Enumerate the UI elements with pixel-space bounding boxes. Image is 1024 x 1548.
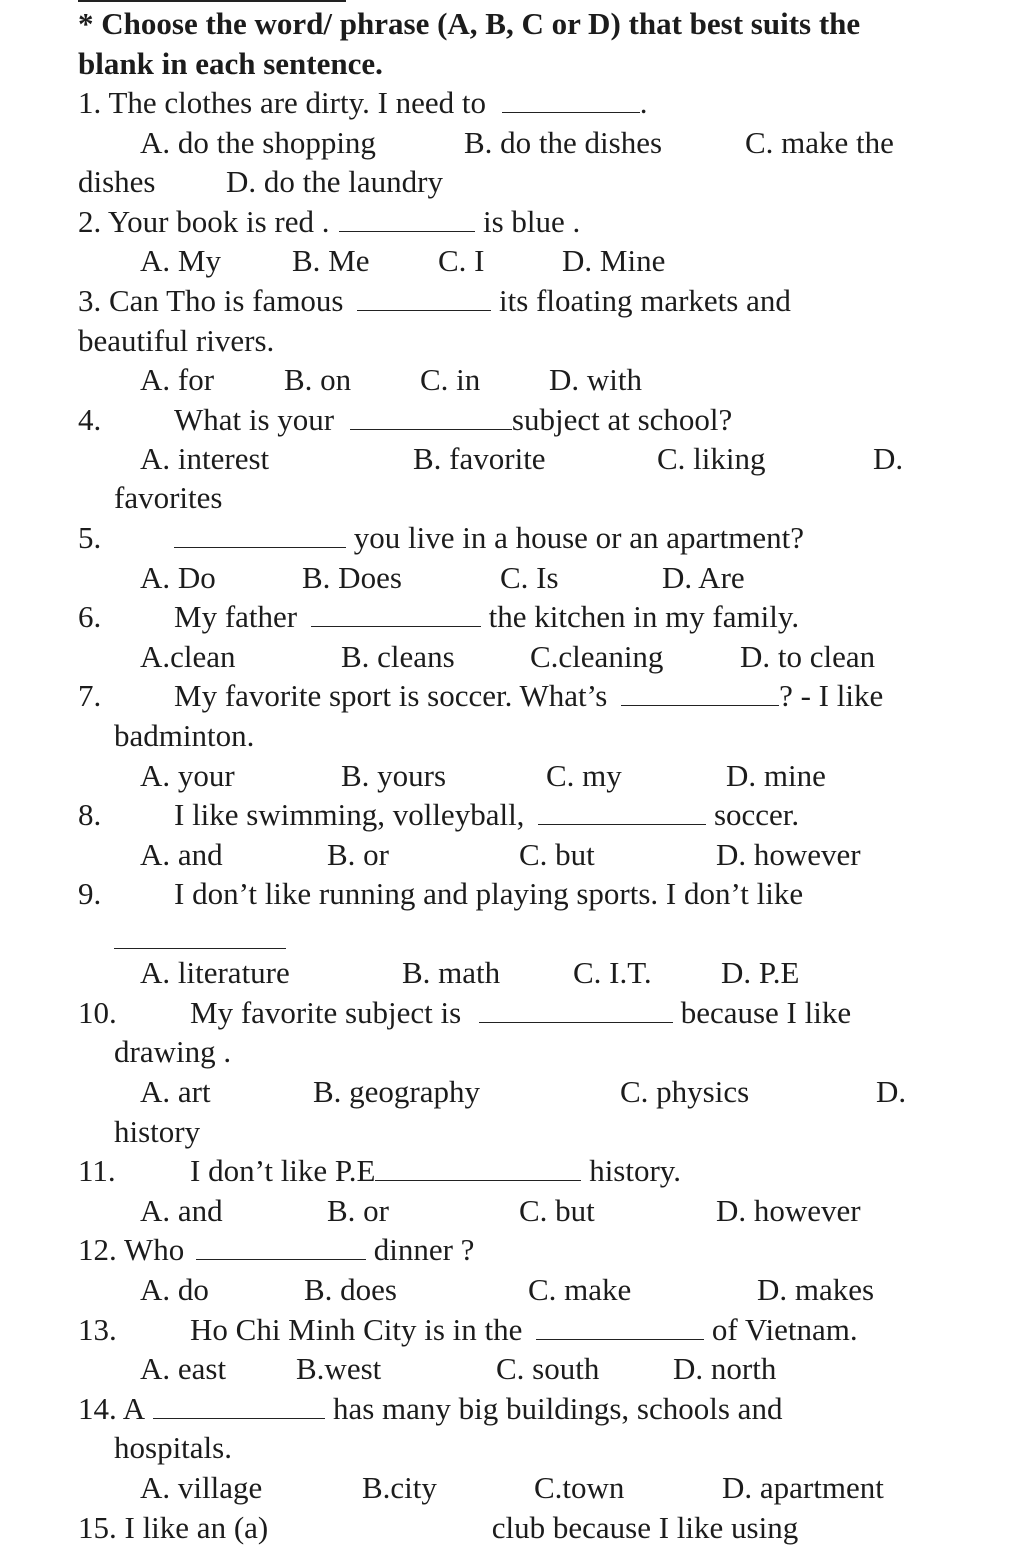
option-b[interactable]: B. math: [402, 955, 501, 990]
option-a[interactable]: A. and: [140, 837, 223, 872]
question-5: [174, 518, 804, 558]
option-a[interactable]: A. east: [140, 1351, 227, 1386]
question-stem-end: subject at school?: [511, 402, 733, 437]
question-7: [174, 676, 883, 716]
option-d[interactable]: D. however: [716, 1193, 861, 1228]
option-d[interactable]: D. Mine: [562, 243, 666, 278]
question-10: [190, 993, 851, 1033]
option-c[interactable]: C. but: [519, 1193, 595, 1228]
question-stem: My favorite sport is soccer. What’s: [174, 678, 608, 713]
question-stem-end: because I like: [680, 995, 852, 1030]
question-7-continued: badminton.: [114, 718, 255, 753]
question-4: [174, 400, 732, 440]
option-c[interactable]: C. I.T.: [573, 955, 652, 990]
question-stem: I like swimming, volleyball,: [174, 797, 525, 832]
instruction-line-2: blank in each sentence.: [78, 46, 383, 81]
option-c[interactable]: C. in: [420, 362, 481, 397]
option-c[interactable]: C. south: [496, 1351, 600, 1386]
option-a[interactable]: A. and: [140, 1193, 223, 1228]
question-stem-end: ? - I like: [779, 678, 884, 713]
answer-blank[interactable]: [196, 1231, 366, 1260]
question-stem: 14. A: [78, 1391, 144, 1426]
option-c[interactable]: C.cleaning: [530, 639, 664, 674]
option-d[interactable]: D. to clean: [740, 639, 876, 674]
question-stem-end: club because I like using: [491, 1510, 799, 1545]
question-10-continued: drawing .: [114, 1034, 232, 1069]
option-a[interactable]: A. for: [140, 362, 215, 397]
question-stem-end: of Vietnam.: [711, 1312, 858, 1347]
option-d[interactable]: D. mine: [726, 758, 826, 793]
question-4-number: 4.: [78, 402, 102, 437]
question-stem-end: the kitchen in my family.: [488, 599, 800, 634]
answer-blank[interactable]: [284, 1510, 484, 1538]
question-stem: 3. Can Tho is famous: [78, 283, 344, 318]
option-b[interactable]: B. does: [304, 1272, 397, 1307]
option-a[interactable]: A. your: [140, 758, 235, 793]
option-a[interactable]: A. literature: [140, 955, 290, 990]
option-d[interactable]: D. with: [549, 362, 642, 397]
top-rule: [78, 0, 346, 2]
question-2: [78, 202, 580, 242]
option-b[interactable]: B.city: [362, 1470, 437, 1505]
question-3: [78, 281, 791, 321]
question-13: [190, 1310, 858, 1350]
option-a[interactable]: A. My: [140, 243, 221, 278]
option-a[interactable]: A. art: [140, 1074, 211, 1109]
answer-blank[interactable]: [357, 282, 491, 311]
option-d[interactable]: D. apartment: [722, 1470, 884, 1505]
question-9-number: 9.: [78, 876, 102, 911]
question-6: [174, 597, 799, 637]
option-a[interactable]: A. Do: [140, 560, 216, 595]
question-14-continued: hospitals.: [114, 1430, 232, 1465]
option-b[interactable]: B. geography: [313, 1074, 481, 1109]
question-1: [78, 83, 648, 123]
question-stem: Ho Chi Minh City is in the: [190, 1312, 523, 1347]
option-b[interactable]: B. favorite: [413, 441, 546, 476]
answer-blank[interactable]: [350, 401, 512, 430]
option-c[interactable]: C. but: [519, 837, 595, 872]
option-c[interactable]: C. make: [528, 1272, 632, 1307]
answer-blank[interactable]: [502, 84, 640, 113]
question-stem: What is your: [174, 402, 335, 437]
option-c-continued: dishes: [78, 164, 156, 199]
option-b[interactable]: B. yours: [341, 758, 447, 793]
question-11: [190, 1151, 681, 1191]
question-7-number: 7.: [78, 678, 102, 713]
option-a[interactable]: A. interest: [140, 441, 270, 476]
question-stem: 15. I like an (a): [78, 1510, 269, 1545]
option-a[interactable]: A. do: [140, 1272, 209, 1307]
option-c[interactable]: C.town: [534, 1470, 625, 1505]
question-8: [174, 795, 799, 835]
question-10-number: 10.: [78, 995, 117, 1030]
option-b[interactable]: B.west: [296, 1351, 382, 1386]
instruction-line-1: * Choose the word/ phrase (A, B, C or D) that best suits the: [78, 6, 861, 41]
answer-blank[interactable]: [174, 519, 346, 548]
option-c[interactable]: C. Is: [500, 560, 559, 595]
answer-blank[interactable]: [339, 203, 475, 232]
question-15-partial: [78, 1508, 798, 1548]
answer-blank[interactable]: [538, 796, 706, 825]
option-d[interactable]: D.: [876, 1074, 907, 1109]
question-stem-end: has many big buildings, schools and: [332, 1391, 783, 1426]
option-d[interactable]: D. however: [716, 837, 861, 872]
question-8-number: 8.: [78, 797, 102, 832]
option-d-continued: history: [114, 1114, 201, 1149]
option-c[interactable]: C. my: [546, 758, 622, 793]
question-stem: 12. Who: [78, 1232, 185, 1267]
question-13-number: 13.: [78, 1312, 117, 1347]
question-12: [78, 1230, 474, 1270]
option-d[interactable]: D. makes: [757, 1272, 875, 1307]
option-b[interactable]: B. Me: [292, 243, 370, 278]
option-b[interactable]: B. or: [327, 837, 389, 872]
option-c[interactable]: C. physics: [620, 1074, 750, 1109]
option-b[interactable]: B. on: [284, 362, 352, 397]
option-d[interactable]: D. north: [673, 1351, 777, 1386]
question-stem-end: dinner ?: [373, 1232, 475, 1267]
question-stem: My father: [174, 599, 298, 634]
question-3-continued: beautiful rivers.: [78, 323, 275, 358]
question-stem: I don’t like P.E: [190, 1153, 376, 1188]
question-6-number: 6.: [78, 599, 102, 634]
option-a[interactable]: A. village: [140, 1470, 263, 1505]
option-c[interactable]: C. liking: [657, 441, 766, 476]
question-stem: 1. The clothes are dirty. I need to: [78, 85, 487, 120]
option-d[interactable]: D. Are: [662, 560, 745, 595]
option-b[interactable]: B. Does: [302, 560, 402, 595]
answer-blank[interactable]: [114, 948, 286, 949]
option-c[interactable]: C. I: [438, 243, 485, 278]
question-11-number: 11.: [78, 1153, 116, 1188]
question-stem: you live in a house or an apartment?: [353, 520, 804, 555]
question-end: .: [639, 85, 648, 120]
option-d[interactable]: D. do the laundry: [226, 164, 443, 199]
option-d-continued: favorites: [114, 480, 223, 515]
option-a[interactable]: A.clean: [140, 639, 236, 674]
option-b[interactable]: B. or: [327, 1193, 389, 1228]
answer-blank[interactable]: [536, 1311, 704, 1340]
answer-blank[interactable]: [375, 1152, 581, 1181]
question-5-number: 5.: [78, 520, 102, 555]
option-d[interactable]: D.: [873, 441, 904, 476]
question-14: [78, 1389, 782, 1429]
option-a[interactable]: A. do the shopping: [140, 125, 376, 160]
option-b[interactable]: B. cleans: [341, 639, 455, 674]
answer-blank[interactable]: [621, 677, 779, 706]
option-c[interactable]: C. make the: [745, 125, 894, 160]
question-stem: 2. Your book is red .: [78, 204, 330, 239]
question-stem-end: soccer.: [713, 797, 800, 832]
option-d[interactable]: D. P.E: [721, 955, 800, 990]
answer-blank[interactable]: [479, 994, 673, 1023]
answer-blank[interactable]: [311, 598, 481, 627]
option-b[interactable]: B. do the dishes: [464, 125, 663, 160]
question-stem-end: its floating markets and: [499, 283, 791, 318]
question-stem-end: is blue .: [482, 204, 581, 239]
question-stem: My favorite subject is: [190, 995, 462, 1030]
question-stem-end: history.: [589, 1153, 682, 1188]
answer-blank[interactable]: [153, 1390, 325, 1419]
question-9: I don’t like running and playing sports. I don’t like: [174, 876, 804, 911]
